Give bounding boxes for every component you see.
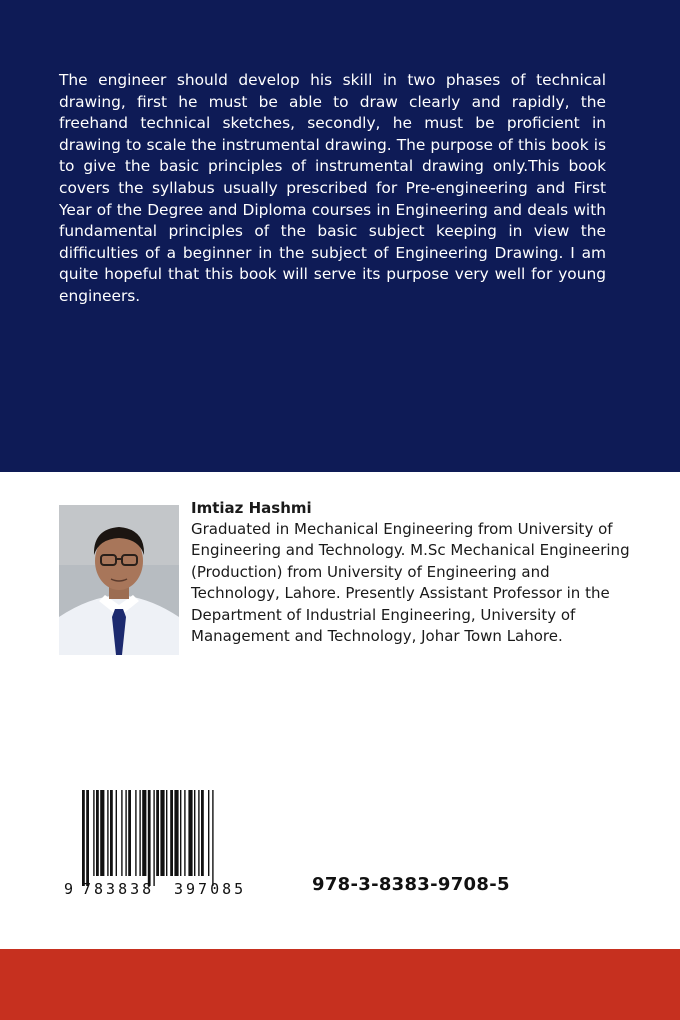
barcode-bar bbox=[188, 790, 192, 876]
barcode-bar bbox=[139, 790, 140, 876]
author-bio: Graduated in Mechanical Engineering from University of Engineering and Technology. M.Sc Mechanical Engineering (Production) from University of Engineering and Technology, Lahore. Presently Assistant Professor in the Department of Industrial Engineering, University of Management and Technology, Johar Town Lahore. bbox=[191, 520, 630, 646]
barcode-bar bbox=[93, 790, 94, 876]
barcode-bar bbox=[198, 790, 199, 876]
barcode-digits-right: 397085 bbox=[174, 880, 247, 898]
barcode bbox=[62, 790, 272, 900]
barcode-bar bbox=[135, 790, 136, 876]
bottom-band bbox=[0, 949, 680, 1020]
barcode-bar bbox=[100, 790, 104, 876]
barcode-bar bbox=[208, 790, 209, 876]
barcode-bar bbox=[212, 790, 213, 886]
isbn-text: 978-3-8383-9708-5 bbox=[312, 874, 510, 895]
barcode-bars bbox=[82, 790, 214, 886]
author-photo bbox=[59, 505, 179, 655]
barcode-bar bbox=[166, 790, 167, 876]
barcode-bar bbox=[107, 790, 108, 876]
blurb-panel bbox=[0, 0, 680, 472]
barcode-bar bbox=[156, 790, 159, 876]
barcode-bar bbox=[116, 790, 117, 876]
barcode-bar bbox=[184, 790, 185, 876]
barcode-bar bbox=[142, 790, 146, 876]
barcode-bar bbox=[125, 790, 126, 876]
barcode-bar bbox=[128, 790, 131, 876]
barcode-bar bbox=[201, 790, 204, 876]
barcode-bar bbox=[153, 790, 154, 886]
barcode-digits-left: 783838 bbox=[82, 880, 155, 898]
barcode-bar bbox=[86, 790, 89, 886]
barcode-bar bbox=[194, 790, 195, 876]
barcode-bar bbox=[121, 790, 122, 876]
barcode-bar bbox=[160, 790, 164, 876]
barcode-digit-first: 9 bbox=[64, 880, 74, 898]
barcode-bar bbox=[170, 790, 173, 876]
blurb-text: The engineer should develop his skill in two phases of technical drawing, first he must be able to draw clearly and rapidly, the freehand technical sketches, secondly, he must be proficient in drawing to scale the instrumental drawing. The purpose of this book is to give the basic principles of instrumental drawing only.This book covers the syllabus usually prescribed for Pre-engineering and First Year of the Degree and Diploma courses in Engineering and deals with fundamental principles of the basic subject keeping in view the difficulties of a beginner in the subject of Engineering Drawing. I am quite hopeful that this book will serve its purpose very well for young engineers. bbox=[59, 71, 606, 305]
barcode-bar bbox=[174, 790, 178, 876]
author-name: Imtiaz Hashmi bbox=[191, 499, 312, 517]
barcode-bar bbox=[82, 790, 85, 886]
barcode-bar bbox=[110, 790, 113, 876]
barcode-bar bbox=[180, 790, 181, 876]
barcode-bar bbox=[148, 790, 151, 886]
barcode-bar bbox=[96, 790, 99, 876]
